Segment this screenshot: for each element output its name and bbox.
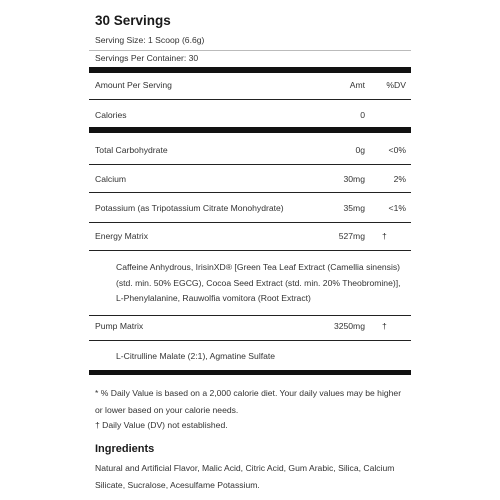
supplement-facts-panel bbox=[84, 0, 416, 500]
column-header-amt: Amt bbox=[349, 80, 365, 90]
row-energy-matrix-dv: † bbox=[382, 231, 387, 241]
row-calcium-dv: 2% bbox=[393, 174, 406, 184]
divider bbox=[89, 50, 411, 51]
divider bbox=[89, 99, 411, 100]
servings-per-container: Servings Per Container: 30 bbox=[95, 53, 199, 63]
divider bbox=[89, 315, 411, 316]
row-pump-matrix-dv: † bbox=[382, 321, 387, 331]
row-calories-amount: 0 bbox=[360, 110, 365, 120]
column-header-dv: %DV bbox=[386, 80, 406, 90]
row-potassium-name: Potassium (as Tripotassium Citrate Monohydrate) bbox=[95, 203, 284, 213]
thick-divider bbox=[89, 67, 411, 73]
divider bbox=[89, 222, 411, 223]
row-energy-matrix-amount: 527mg bbox=[338, 231, 365, 241]
ingredients-title: Ingredients bbox=[95, 443, 155, 455]
row-carbohydrate-amount: 0g bbox=[355, 145, 365, 155]
row-potassium-amount: 35mg bbox=[343, 203, 365, 213]
row-pump-matrix-amount: 3250mg bbox=[333, 321, 365, 331]
thick-divider bbox=[89, 127, 411, 133]
divider bbox=[89, 250, 411, 251]
row-energy-matrix-name: Energy Matrix bbox=[95, 231, 149, 241]
pump-matrix-ingredients: L-Citrulline Malate (2:1), Agmatine Sulfate bbox=[116, 351, 276, 361]
divider bbox=[89, 340, 411, 341]
divider bbox=[89, 192, 411, 193]
thick-divider bbox=[89, 370, 411, 375]
serving-size: Serving Size: 1 Scoop (6.6g) bbox=[95, 35, 205, 45]
row-calcium-name: Calcium bbox=[95, 174, 127, 184]
column-header-label: Amount Per Serving bbox=[95, 80, 172, 90]
daily-value-footnote: * % Daily Value is based on a 2,000 calorie diet. Your daily values may be higher or lower based on your calorie needs. bbox=[95, 388, 402, 415]
ingredients-text: Natural and Artificial Flavor, Malic Acid, Citric Acid, Gum Arabic, Silica, Calcium Silicate, Sucralose, Acesulfame Potassium. bbox=[95, 463, 395, 490]
dagger-footnote: † Daily Value (DV) not established. bbox=[95, 420, 228, 430]
row-calories-name: Calories bbox=[95, 110, 127, 120]
row-calcium-amount: 30mg bbox=[343, 174, 365, 184]
servings-title: 30 Servings bbox=[95, 13, 171, 28]
row-pump-matrix-name: Pump Matrix bbox=[95, 321, 144, 331]
divider bbox=[89, 164, 411, 165]
row-carbohydrate-name: Total Carbohydrate bbox=[95, 145, 168, 155]
row-carbohydrate-dv: <0% bbox=[388, 145, 406, 155]
row-potassium-dv: <1% bbox=[388, 203, 406, 213]
energy-matrix-ingredients: Caffeine Anhydrous, IrisinXD® [Green Tea Leaf Extract (Camellia sinensis) (std. min. 50% EGCG), Cocoa Seed Extract (std. min. 20% Theobromine)], L-Phenylalanine, Rauwolfia vomitora (Root Extract) bbox=[116, 262, 401, 303]
